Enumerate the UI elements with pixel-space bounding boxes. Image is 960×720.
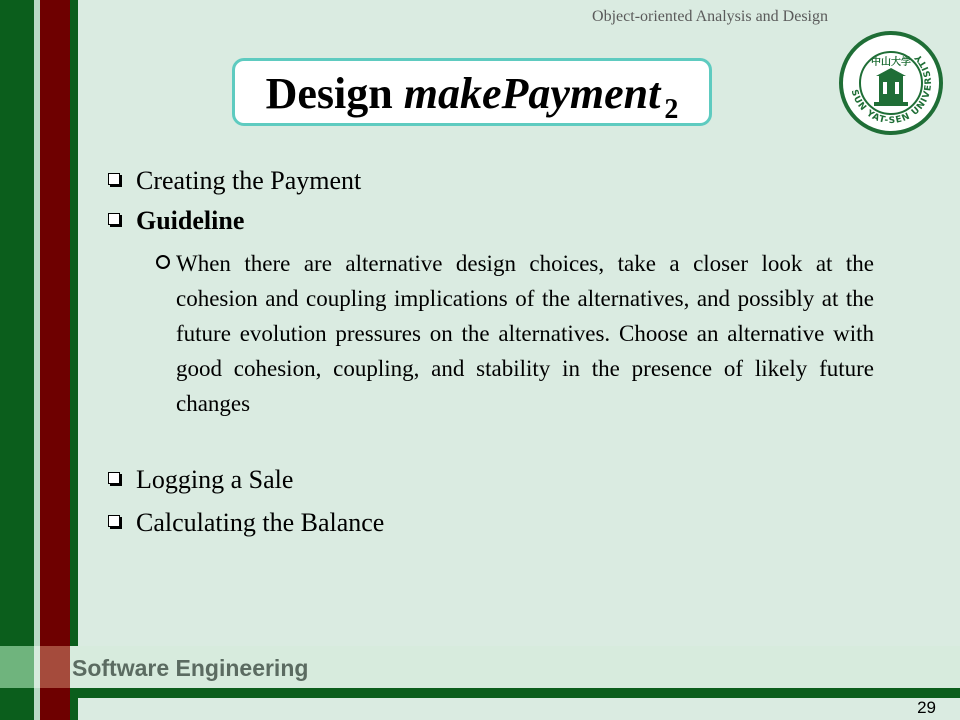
title-emphasis: makePayment (403, 69, 661, 118)
left-green-stripe (0, 0, 34, 720)
bullet-logging-sale (108, 465, 888, 495)
square-bullet-icon (108, 213, 120, 225)
bullet-calculating-balance (108, 508, 888, 538)
bullet-text: Creating the Payment (136, 166, 362, 195)
square-bullet-icon (108, 472, 120, 484)
guideline-text: When there are alternative design choices, take a closer look at the cohesion and coupling implications of the alternatives, and possibly at the future evolution pressures on the alternatives. Choose an alternative with good cohesion, coupling, and stability in the presence of likely future changes (176, 251, 874, 416)
square-bullet-icon (108, 515, 120, 527)
slide-title (265, 69, 679, 125)
guideline-detail (156, 246, 874, 421)
title-box (232, 58, 712, 126)
title-subscript: 2 (664, 94, 679, 125)
university-logo (838, 30, 944, 136)
footer-label: Software Engineering (72, 655, 309, 681)
square-bullet-icon (108, 173, 120, 185)
left-inner-green-stripe (70, 0, 78, 720)
bullet-guideline (108, 206, 888, 236)
logo-ring-text: SUN YAT-SEN UNIVERSITY (848, 51, 935, 127)
logo-top-text: 中山大学 (871, 57, 911, 68)
course-header: Object-oriented Analysis and Design (592, 8, 828, 25)
bullet-creating-payment (108, 166, 888, 196)
circle-bullet-icon (156, 255, 170, 269)
bullet-text: Logging a Sale (136, 465, 294, 494)
footer-line (70, 688, 960, 698)
page-number: 29 (917, 698, 936, 717)
left-red-stripe (40, 0, 70, 720)
footer-red-block (40, 646, 70, 688)
title-main: Design (265, 69, 404, 118)
footer-green-block (0, 646, 34, 688)
bullet-text: Guideline (136, 206, 245, 235)
bullet-text: Calculating the Balance (136, 508, 385, 537)
